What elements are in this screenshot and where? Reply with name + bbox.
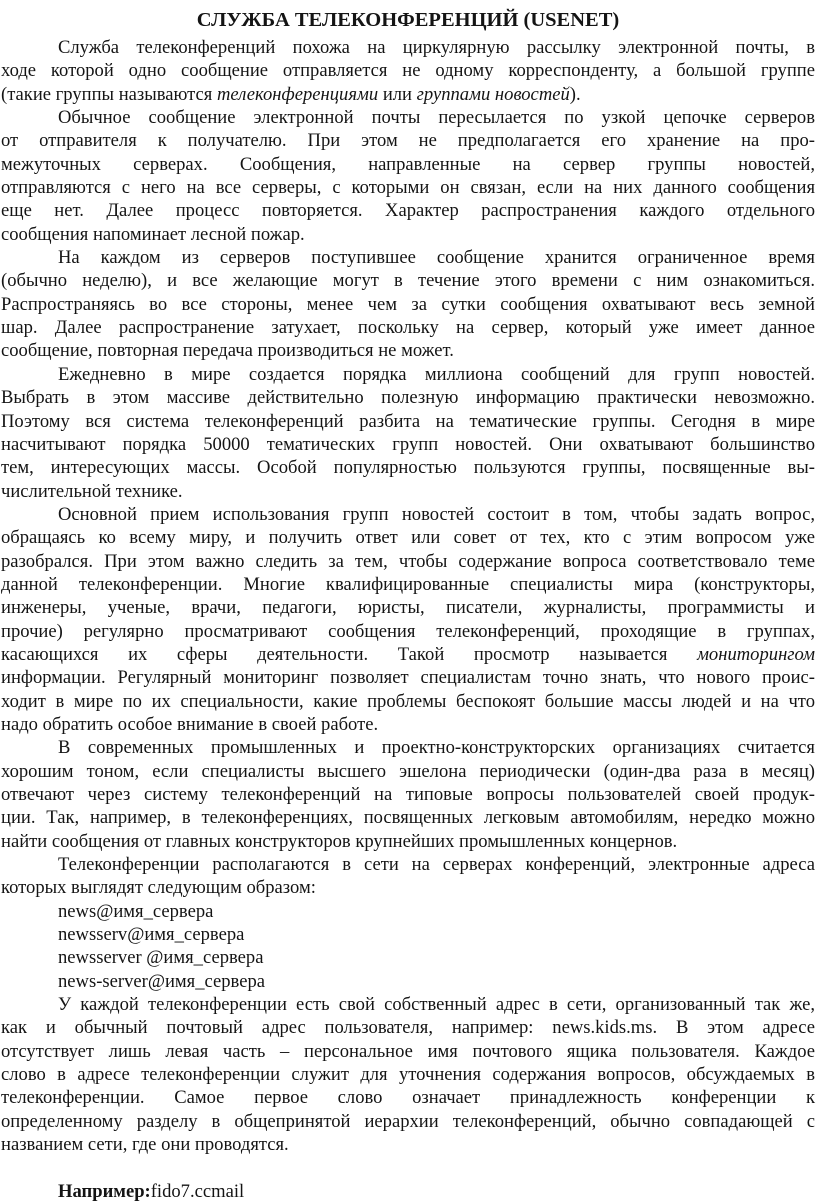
address-block: [1, 900, 815, 993]
text-line: насчитывают порядка 50000 тематических групп новостей. Они охватывают большинство: [1, 433, 815, 455]
text-line: числительной технике.: [1, 480, 183, 502]
example-block: [1, 1180, 815, 1203]
paragraph-block: [1, 106, 815, 246]
text-line: (такие группы называются телеконференциями или группами новостей).: [1, 83, 581, 105]
text-line: отвечают через систему телеконференций на типовые вопросы пользователей своей продук-: [1, 784, 815, 805]
paragraph-block: [1, 736, 815, 853]
text-line: разобрался. При этом важно следить за тем, чтобы содержание вопроса соответствовало теме: [1, 550, 815, 572]
text-line: слово в адресе телеконференции служит для уточнения содержания вопросов, обсуждаемых в: [1, 1064, 815, 1086]
text-line: тем, интересующих массы. Особой популярностью пользуются группы, посвященные вы-: [1, 457, 815, 479]
text-line: прочие) регулярно просматривают сообщения телеконференций, проходящие в группах,: [1, 620, 815, 642]
address-line: newsserv@имя_сервера: [58, 924, 245, 946]
text-line: информации. Регулярный мониторинг позволяет специалистам точно знать, что нового проис-: [1, 667, 815, 689]
text-line: Поэтому вся система телеконференций разбита на тематические группы. Сегодня в мире: [1, 410, 815, 432]
document-title: СЛУЖБА ТЕЛЕКОНФЕРЕНЦИЙ (USENET): [196, 9, 620, 31]
text-line: надо обратить особое внимание в своей работе.: [1, 713, 379, 735]
text-line: Служба телеконференций похожа на циркулярную рассылку электронной почты, в: [58, 37, 815, 58]
text-line: обращаясь ко всему миру, и получить ответ или совет от тех, кто с этим вопросом уже: [1, 527, 815, 549]
text-line: найти сообщения от главных конструкторов крупнейших промышленных концернов.: [1, 830, 678, 852]
text-line: от отправителя к получателю. При этом не предполагается его хранение на про-: [1, 130, 815, 152]
text-line: как и обычный почтовый адрес пользователя, например: news.kids.ms. В этом адресе: [1, 1017, 815, 1039]
text-line: Например:fido7.ccmail: [58, 1180, 245, 1202]
text-line: Распространяясь во все стороны, менее чем за сутки сообщения охватывают весь земной: [1, 293, 815, 315]
text-line: Обычное сообщение электронной почты пересылается по узкой цепочке серверов: [58, 107, 815, 129]
text-line: У каждой телеконференции есть свой собственный адрес в сети, организованный так же,: [58, 994, 815, 1016]
text-line: (обычно неделю), и все желающие могут в течение этого времени с ним ознакомиться.: [1, 270, 815, 292]
text-line: ходит в мире по их специальности, какие проблемы беспокоят большие массы людей и на что: [1, 690, 815, 712]
text-line: касающихся их сферы деятельности. Такой просмотр называется мониторингом: [1, 643, 815, 665]
paragraph-block: [1, 36, 815, 106]
address-line: newsserver @имя_сервера: [58, 947, 264, 969]
address-line: news@имя_сервера: [58, 900, 214, 922]
text-line: Ежедневно в мире создается порядка миллиона сообщений для групп новостей.: [58, 363, 815, 385]
text-line: хорошим тоном, если специалисты высшего эшелона периодически (один-два раза в месяц): [1, 760, 815, 782]
paragraph-block: [1, 363, 815, 503]
text-line: На каждом из серверов поступившее сообщение хранится ограниченное время: [58, 247, 815, 269]
text-line: Телеконференции располагаются в сети на серверах конференций, электронные адреса: [58, 854, 815, 876]
text-line: определенному разделу в общепринятой иерархии телеконференций, обычно совпадающей с: [1, 1110, 815, 1132]
text-line: ции. Так, например, в телеконференциях, посвященных легковым автомобилям, нередко можно: [1, 807, 815, 829]
paragraph-block: [1, 993, 815, 1156]
text-line: телеконференции. Самое первое слово означает принадлежность конференции к: [1, 1087, 815, 1109]
address-line: news-server@имя_сервера: [58, 970, 266, 992]
text-line: отсутствует лишь левая часть – персональное имя почтового ящика пользователя. Каждое: [1, 1040, 815, 1062]
text-line: еще нет. Далее процесс повторяется. Характер распространения каждого отдельного: [1, 200, 815, 222]
text-line: Основной прием использования групп новостей состоит в том, чтобы задать вопрос,: [58, 503, 815, 525]
text-line: межуточных серверах. Сообщения, направленные на сервер группы новостей,: [1, 153, 815, 175]
text-line: Выбрать в этом массиве действительно полезную информацию практически невозможно.: [1, 387, 815, 409]
text-line: сообщение, повторная передача производиться не может.: [1, 340, 454, 362]
text-line: инженеры, ученые, врачи, педагоги, юристы, писатели, журналисты, программисты и: [1, 597, 815, 619]
paragraph-block: [1, 503, 815, 736]
paragraph-block: [1, 246, 815, 363]
text-line: сообщения напоминает лесной пожар.: [1, 223, 305, 245]
document-body: [1, 36, 815, 1203]
text-line: ходе которой одно сообщение отправляется не одному корреспонденту, а большой группе: [1, 60, 815, 82]
text-line: данной телеконференции. Многие квалифицированные специалисты мира (конструкторы,: [1, 573, 815, 595]
text-line: отправляются с него на все серверы, с которыми он связан, если на них данного сообщения: [1, 177, 815, 199]
text-line: которых выглядят следующим образом:: [1, 877, 316, 899]
paragraph-block: [1, 853, 815, 900]
text-line: шар. Далее распространение затухает, поскольку на сервер, который уже имеет данное: [1, 317, 815, 339]
text-line: названием сети, где они проводятся.: [1, 1134, 289, 1156]
text-line: В современных промышленных и проектно-конструкторских организациях считается: [58, 737, 815, 759]
